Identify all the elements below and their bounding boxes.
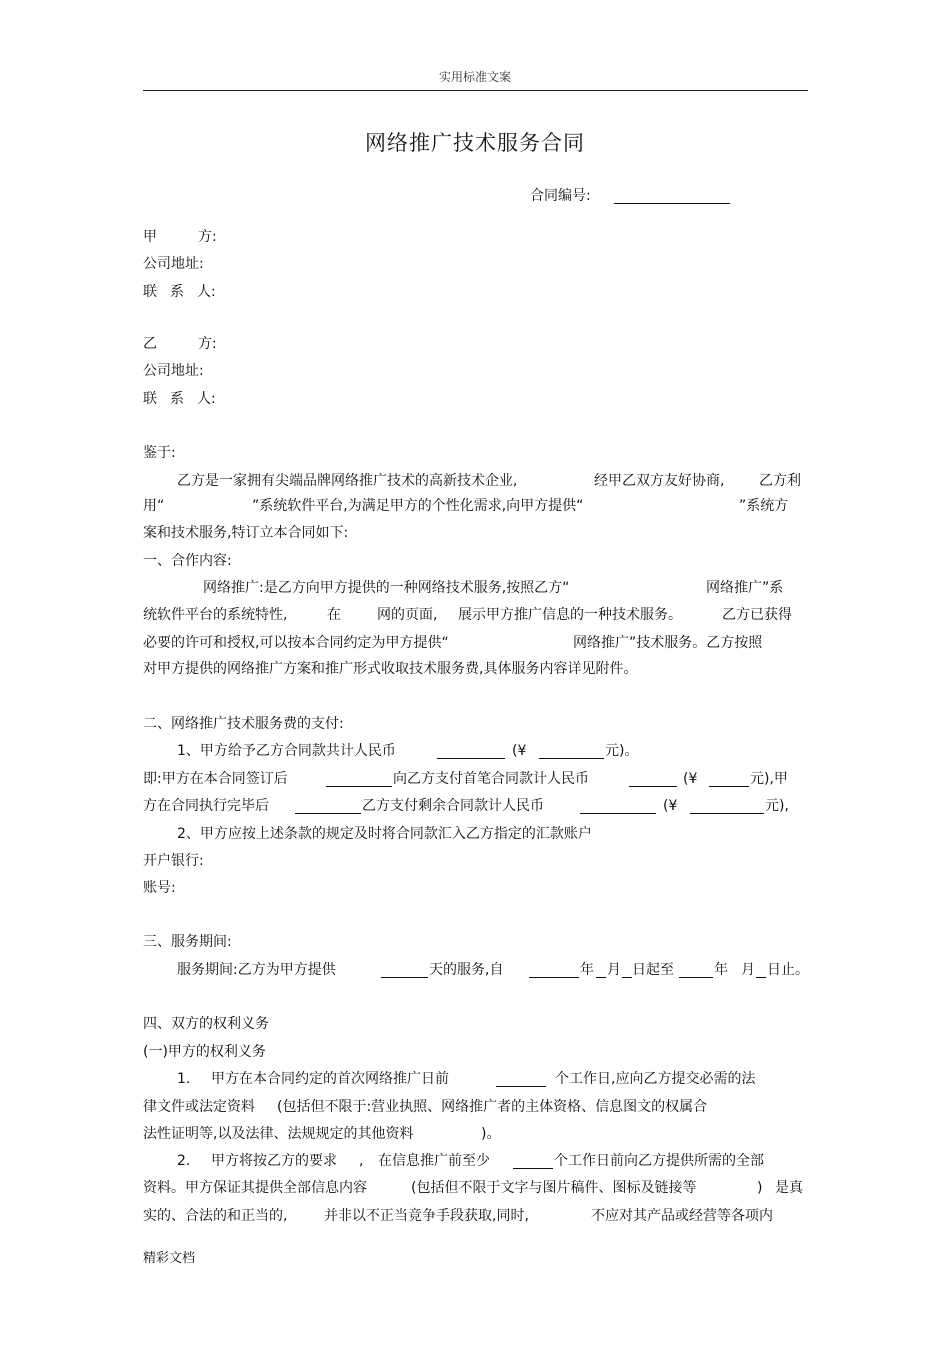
item1-line1b: 个工作日,应向乙方提交必需的法	[555, 1071, 756, 1087]
service-period-e: 日起至	[632, 962, 674, 978]
contract-number-blank[interactable]	[614, 203, 730, 204]
contract-number-label: 合同编号:	[530, 188, 591, 204]
first-payment-time-blank[interactable]	[326, 786, 392, 787]
section3-heading: 三、服务期间:	[143, 934, 232, 950]
item2-line2c: )	[757, 1180, 763, 1196]
whereas-line3: 案和技术服务,特订立本合同如下:	[143, 525, 349, 541]
item2-line3b: 并非以不正当竞争手段获取,同时,	[324, 1208, 529, 1224]
total-amount-blank[interactable]	[437, 758, 505, 759]
item2-line1d: 个工作日前向乙方提供所需的全部	[554, 1153, 764, 1169]
item2-line2b: (包括但不限于文字与图片稿件、图标及链接等	[411, 1180, 697, 1196]
account-label: 账号:	[143, 880, 176, 896]
document-title: 网络推广技术服务合同	[365, 131, 585, 155]
whereas-line2a: 用“	[143, 498, 165, 514]
section1-line2e: 乙方已获得	[722, 607, 792, 623]
party-a-address: 公司地址:	[143, 256, 204, 272]
party-a-party-char: 甲	[143, 229, 157, 245]
item1-line2b: (包括但不限于:营业执照、网络推广者的主体资格、信息图文的权属合	[277, 1099, 708, 1115]
document-days-blank[interactable]	[496, 1086, 546, 1087]
item2-line1c: 在信息推广前至少	[378, 1153, 490, 1169]
final-payment-yen-blank[interactable]	[690, 813, 764, 814]
section2-line2d: 元),甲	[750, 771, 788, 787]
party-b-contact-c2: 系	[170, 391, 184, 407]
section1-line1a: 网络推广:是乙方向甲方提供的一种网络技术服务,按照乙方“	[203, 580, 570, 596]
page-header: 实用标准文案	[438, 70, 511, 84]
item2-number: 2.	[177, 1153, 191, 1169]
final-payment-time-blank[interactable]	[295, 813, 361, 814]
first-payment-amount-blank[interactable]	[629, 786, 677, 787]
item2-line2d: 是真	[775, 1180, 803, 1196]
party-b-address: 公司地址:	[143, 363, 204, 379]
section1-line3b: 网络推广”技术服务。乙方按照	[573, 635, 763, 651]
item1-number: 1.	[177, 1071, 191, 1087]
item2-line1b: ,	[359, 1153, 364, 1169]
item2-line1a: 甲方将按乙方的要求	[211, 1153, 337, 1169]
start-day-blank[interactable]	[622, 977, 632, 978]
total-amount-yen-blank[interactable]	[539, 758, 604, 759]
item1-line3b: )。	[481, 1126, 501, 1142]
item2-line3c: 不应对其产品或经营等各项内	[591, 1208, 773, 1224]
section2-line3c: (¥	[663, 798, 678, 814]
section2-line3b: 乙方支付剩余合同款计人民币	[362, 798, 544, 814]
service-period-g: 月	[741, 962, 755, 978]
item2-line3a: 实的、合法的和正当的,	[143, 1208, 288, 1224]
service-days-blank[interactable]	[381, 977, 428, 978]
section2-para1c: 元)。	[605, 743, 639, 759]
party-b-contact-c3: 人:	[197, 391, 216, 407]
section2-line2c: (¥	[683, 771, 698, 787]
material-days-blank[interactable]	[513, 1168, 553, 1169]
section1-line1b: 网络推广”系	[706, 580, 784, 596]
item1-line3a: 法性证明等,以及法律、法规规定的其他资料	[143, 1126, 414, 1142]
bank-label: 开户银行:	[143, 853, 204, 869]
whereas-line2c: ”系统方	[739, 498, 789, 514]
item1-line2a: 律文件或法定资料	[143, 1099, 255, 1115]
party-a-contact-c1: 联	[143, 284, 157, 300]
item1-line1a: 甲方在本合同约定的首次网络推广日前	[211, 1071, 449, 1087]
section2-para1b: (¥	[512, 743, 527, 759]
whereas-line1c: 乙方利	[759, 473, 801, 489]
whereas-label: 鉴于:	[143, 445, 176, 461]
service-period-d: 月	[607, 962, 621, 978]
section2-line2a: 即:甲方在本合同签订后	[143, 771, 288, 787]
party-a-contact-c2: 系	[170, 284, 184, 300]
whereas-line2b: ”系统软件平台,为满足甲方的个性化需求,向甲方提供“	[252, 498, 584, 514]
party-a-contact-c3: 人:	[197, 284, 216, 300]
section1-line2c: 网的页面,	[377, 607, 438, 623]
first-payment-yen-blank[interactable]	[709, 786, 749, 787]
section2-heading: 二、网络推广技术服务费的支付:	[143, 716, 344, 732]
section1-line2b: 在	[327, 607, 341, 623]
section1-line2d: 展示甲方推广信息的一种技术服务。	[458, 607, 682, 623]
section1-line2a: 统软件平台的系统特性,	[143, 607, 288, 623]
section1-line3a: 必要的许可和授权,可以按本合同约定为甲方提供“	[143, 635, 449, 651]
start-month-blank[interactable]	[596, 977, 606, 978]
section1-heading: 一、合作内容:	[143, 553, 232, 569]
service-period-c: 年	[580, 962, 594, 978]
section2-line3d: 元),	[765, 798, 789, 814]
header-rule	[143, 90, 808, 91]
whereas-line1a: 乙方是一家拥有尖端品牌网络推广技术的高新技术企业,	[177, 473, 518, 489]
section2-para1a: 1、甲方给予乙方合同款共计人民币	[177, 743, 396, 759]
final-payment-amount-blank[interactable]	[580, 813, 656, 814]
party-a-side: 方:	[198, 229, 217, 245]
section2-line2b: 向乙方支付首笔合同款计人民币	[393, 771, 589, 787]
whereas-line1b: 经甲乙双方友好协商,	[594, 473, 725, 489]
section2-line3a: 方在合同执行完毕后	[143, 798, 269, 814]
item2-line2a: 资料。甲方保证其提供全部信息内容	[143, 1180, 367, 1196]
section1-line4: 对甲方提供的网络推广方案和推广形式收取技术服务费,具体服务内容详见附件。	[143, 661, 638, 677]
party-b-party-char: 乙	[143, 336, 157, 352]
service-period-f: 年	[714, 962, 728, 978]
section4-heading: 四、双方的权利义务	[143, 1016, 269, 1032]
page-footer: 精彩文档	[143, 1251, 196, 1266]
section2-para2: 2、甲方应按上述条款的规定及时将合同款汇入乙方指定的汇款账户	[177, 826, 592, 842]
start-year-blank[interactable]	[529, 977, 579, 978]
end-year-blank[interactable]	[679, 977, 713, 978]
service-period-a: 服务期间:乙方为甲方提供	[177, 962, 336, 978]
service-period-h: 日止。	[767, 962, 809, 978]
party-b-contact-c1: 联	[143, 391, 157, 407]
service-period-b: 天的服务,自	[429, 962, 504, 978]
section4-subheading: (一)甲方的权利义务	[143, 1044, 266, 1060]
party-b-side: 方:	[198, 336, 217, 352]
end-day-blank[interactable]	[756, 977, 766, 978]
